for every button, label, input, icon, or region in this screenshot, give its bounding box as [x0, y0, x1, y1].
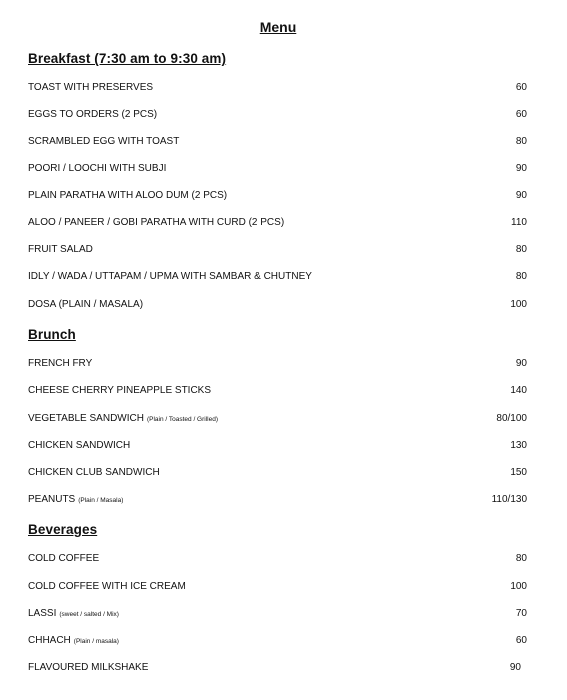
menu-item	[28, 552, 527, 566]
item-price: 90	[509, 662, 521, 673]
item-name: FRENCH FRY	[28, 358, 93, 369]
item-price: 80	[515, 136, 527, 147]
menu-item	[28, 81, 527, 95]
item-name: CHEESE CHERRY PINEAPPLE STICKS	[28, 385, 212, 396]
item-price: 90	[515, 358, 527, 369]
item-name	[28, 634, 119, 649]
menu-item	[28, 243, 527, 257]
item-name: TOAST WITH PRESERVES	[28, 82, 154, 93]
menu-item	[28, 412, 527, 426]
item-price: 80/100	[496, 413, 527, 424]
item-name: PLAIN PARATHA WITH ALOO DUM (2 PCS)	[28, 190, 228, 201]
menu-item	[28, 135, 527, 149]
item-price: 80	[515, 271, 527, 282]
item-price: 80	[515, 553, 527, 564]
item-name: COLD COFFEE	[28, 553, 100, 564]
item-name: CHICKEN SANDWICH	[28, 440, 131, 451]
item-price: 150	[510, 467, 527, 478]
item-note: (Plain / masala)	[73, 638, 119, 645]
section-heading-beverages: Beverages	[28, 522, 98, 537]
menu-item	[28, 189, 527, 203]
menu-item	[28, 466, 527, 480]
menu-item	[28, 439, 527, 453]
item-name-text: LASSI	[28, 608, 57, 619]
menu-item	[28, 634, 527, 648]
menu-item	[28, 580, 527, 594]
item-name	[28, 607, 119, 622]
menu-item	[28, 661, 527, 675]
item-price: 110	[511, 217, 527, 228]
menu-item	[28, 357, 527, 371]
item-note: (Plain / Masala)	[78, 497, 124, 504]
menu-item	[28, 298, 527, 312]
item-price: 70	[515, 608, 527, 619]
item-name: FRUIT SALAD	[28, 244, 93, 255]
item-name: EGGS TO ORDERS (2 PCS)	[28, 109, 158, 120]
item-name: DOSA (PLAIN / MASALA)	[28, 299, 144, 310]
item-price: 60	[515, 109, 527, 120]
menu-item	[28, 108, 527, 122]
item-name: CHICKEN CLUB SANDWICH	[28, 467, 160, 478]
item-price: 80	[515, 244, 527, 255]
item-price: 100	[510, 299, 527, 310]
page-title: Menu	[259, 19, 297, 35]
menu-item	[28, 493, 527, 507]
item-price: 140	[510, 385, 527, 396]
item-note: (Plain / Toasted / Grilled)	[146, 416, 219, 423]
item-name-text: VEGETABLE SANDWICH	[28, 413, 144, 424]
section-heading-breakfast: Breakfast (7:30 am to 9:30 am)	[28, 51, 227, 66]
item-name-text: PEANUTS	[28, 494, 76, 505]
section-heading-brunch: Brunch	[28, 327, 76, 342]
item-name: POORI / LOOCHI WITH SUBJI	[28, 163, 167, 174]
item-name: IDLY / WADA / UTTAPAM / UPMA WITH SAMBAR & CHUTNEY	[28, 271, 312, 282]
item-price: 60	[515, 82, 527, 93]
menu-item	[28, 270, 527, 284]
item-price: 100	[510, 581, 527, 592]
item-price: 90	[515, 190, 527, 201]
item-name	[28, 493, 123, 508]
menu-item	[28, 162, 527, 176]
menu-item	[28, 216, 527, 230]
menu-item	[28, 384, 527, 398]
item-name: SCRAMBLED EGG WITH TOAST	[28, 136, 180, 147]
item-price: 110/130	[491, 494, 527, 505]
item-name	[28, 412, 218, 427]
item-name: COLD COFFEE WITH ICE CREAM	[28, 581, 186, 592]
item-price: 60	[515, 635, 527, 646]
item-note: (sweet / salted / Mix)	[59, 611, 119, 618]
menu-item	[28, 607, 527, 621]
item-price: 130	[510, 440, 527, 451]
item-name: ALOO / PANEER / GOBI PARATHA WITH CURD (2 PCS)	[28, 217, 285, 228]
item-name-text: CHHACH	[28, 635, 71, 646]
item-price: 90	[515, 163, 527, 174]
item-name: FLAVOURED MILKSHAKE	[28, 662, 149, 673]
